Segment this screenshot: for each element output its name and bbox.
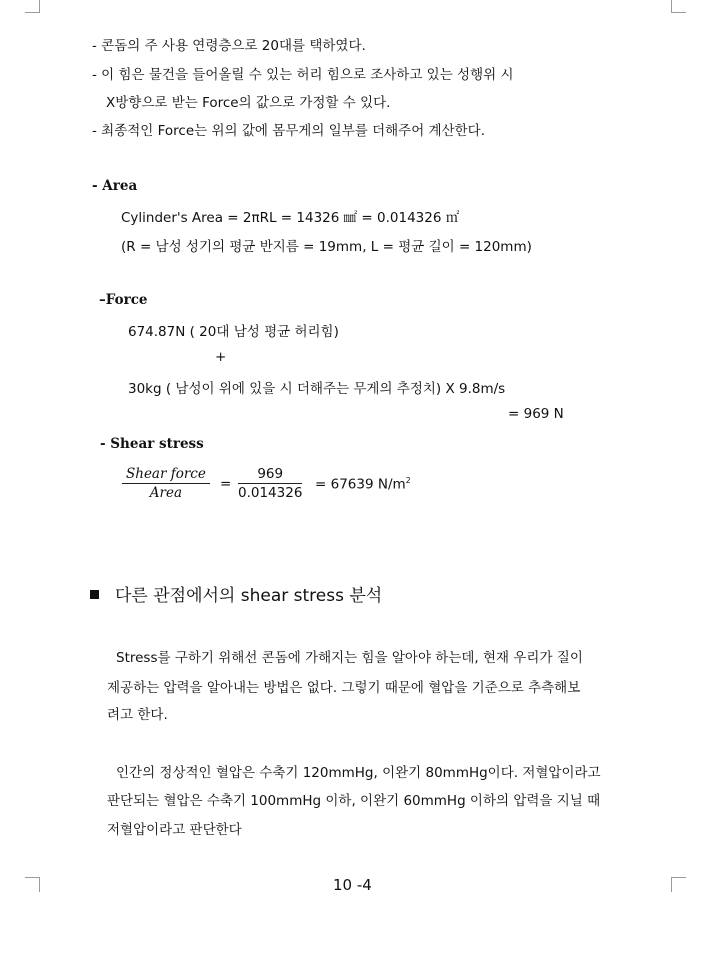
force-line-1: 674.87N ( 20대 남성 평균 허리힘) <box>128 324 339 340</box>
area-formula: Cylinder's Area = 2πRL = 14326 ㎟ = 0.014326 ㎡ <box>121 210 460 226</box>
fraction-shear-over-area <box>122 466 210 501</box>
section-heading <box>90 581 382 606</box>
crop-mark-bottom-right <box>671 877 686 892</box>
fraction-numerator: Shear force <box>122 466 210 484</box>
shear-result <box>315 476 411 493</box>
shear-result-exponent: 2 <box>405 476 411 485</box>
section-title: 다른 관점에서의 shear stress 분석 <box>115 586 383 606</box>
intro-line-1: - 콘돔의 주 사용 연령층으로 20대를 택하였다. <box>92 38 366 54</box>
intro-line-4: - 최종적인 Force는 위의 값에 몸무게의 일부를 더해주어 계산한다. <box>92 123 486 139</box>
intro-line-2: - 이 힘은 물건을 들어올릴 수 있는 허리 힘으로 조사하고 있는 성행위 시 <box>92 67 514 83</box>
para2-line-1: 인간의 정상적인 혈압은 수축기 120mmHg, 이완기 80mmHg이다. 저혈압이라고 <box>116 765 601 781</box>
fraction-numerator: 969 <box>238 466 302 484</box>
para2-line-2: 판단되는 혈압은 수축기 100mmHg 이하, 이완기 60mmHg 이하의 압력을 지닐 때 <box>107 793 601 809</box>
para1-line-1: Stress를 구하기 위해선 콘돔에 가해지는 힘을 알아야 하는데, 현재 우리가 질이 <box>116 650 583 666</box>
para1-line-3: 려고 한다. <box>107 707 168 723</box>
crop-mark-top-right <box>671 0 686 13</box>
para2-line-3: 저혈압이라고 판단한다 <box>107 822 242 838</box>
fraction-denominator: Area <box>149 485 183 501</box>
crop-mark-bottom-left <box>25 877 40 892</box>
crop-mark-top-left <box>25 0 40 13</box>
force-line-2: 30kg ( 남성이 위에 있을 시 더해주는 무게의 추정치) X 9.8m/s <box>128 381 506 397</box>
shear-result-value: = 67639 N/m <box>315 476 406 493</box>
shear-equals: = <box>220 476 232 492</box>
force-result: = 969 N <box>508 406 564 422</box>
square-bullet-icon <box>90 590 99 599</box>
fraction-denominator: 0.014326 <box>238 485 303 501</box>
shear-heading: - Shear stress <box>100 436 204 452</box>
force-heading: –Force <box>99 292 148 308</box>
fraction-force-over-area <box>238 466 302 501</box>
para1-line-2: 제공하는 압력을 알아내는 방법은 없다. 그렇기 때문에 혈압을 기준으로 추측해보 <box>107 680 581 696</box>
force-plus: + <box>215 349 227 365</box>
area-heading: - Area <box>92 178 138 194</box>
intro-line-3: X방향으로 받는 Force의 값으로 가정할 수 있다. <box>106 95 391 111</box>
page-number: 10 -4 <box>333 876 372 894</box>
area-note: (R = 남성 성기의 평균 반지름 = 19mm, L = 평균 길이 = 120mm) <box>121 239 532 255</box>
